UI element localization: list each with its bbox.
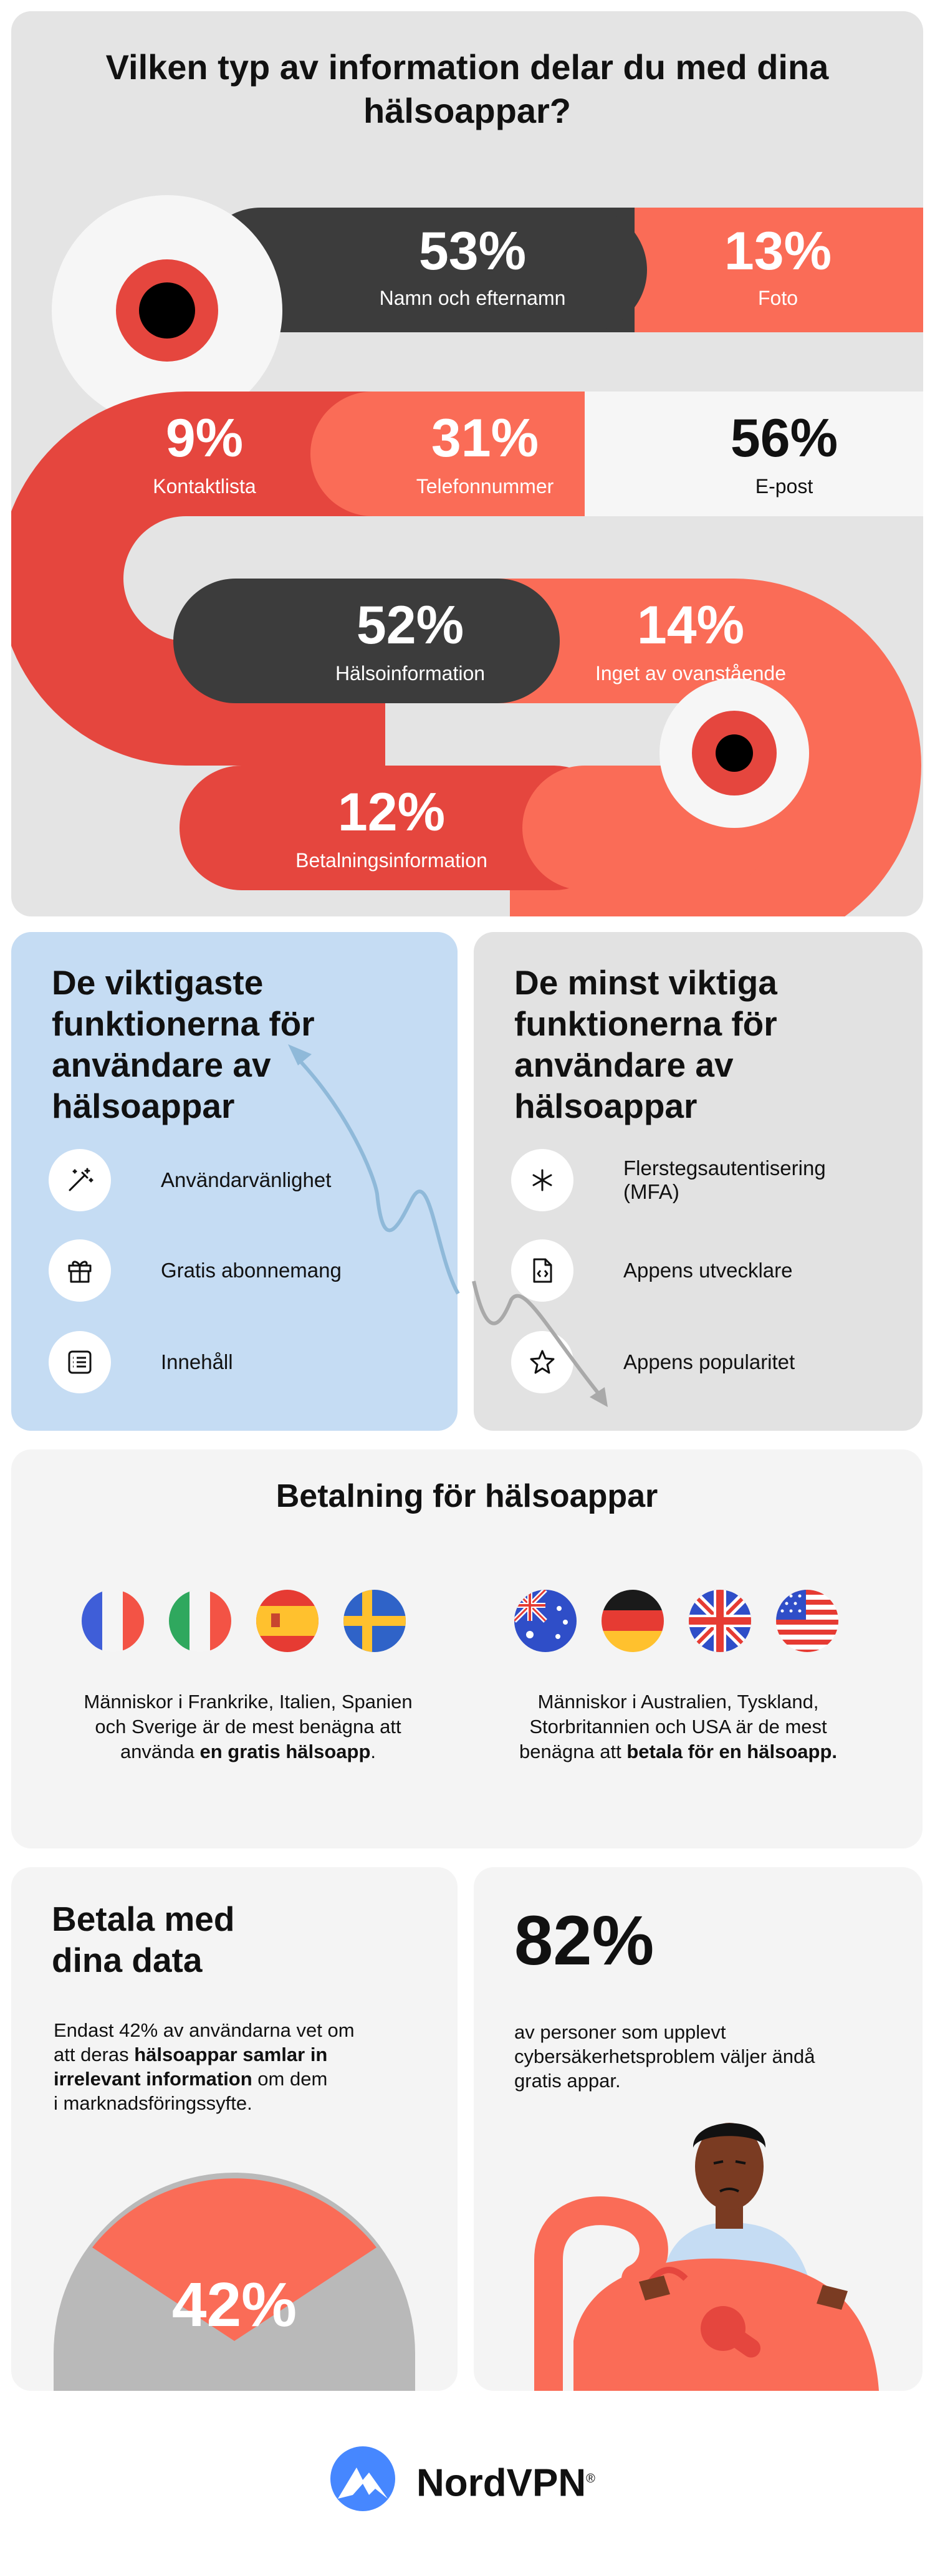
feature-label: Gratis abonnemang	[161, 1259, 342, 1282]
value-betal: 12%	[337, 782, 446, 842]
flag-italy	[169, 1590, 231, 1652]
most-important-title: De viktigaste funktionerna för användare av hälsoappar	[52, 963, 315, 1125]
flag-uk	[689, 1590, 751, 1652]
feature-label: Appens utvecklare	[623, 1259, 793, 1282]
flag-france	[82, 1590, 144, 1652]
value-epost: 56%	[730, 408, 838, 468]
flag-spain	[256, 1590, 319, 1652]
flag-usa	[776, 1590, 838, 1652]
brand-name: NordVPN®	[416, 2461, 595, 2505]
value-kontakt: 9%	[165, 408, 244, 468]
flag-germany	[602, 1590, 664, 1652]
feature-label: Appens popularitet	[623, 1350, 795, 1373]
value-82: 82%	[514, 1901, 654, 1979]
pay-with-data-card	[11, 1867, 458, 2391]
chart-title: Vilken typ av information delar du med dina hälsoappar?	[105, 47, 829, 130]
stat-82-text: av personer som upplevt cybersäkerhetsproblem väljer ändå gratis appar.	[514, 2021, 815, 2092]
feature-label: Innehåll	[161, 1350, 233, 1373]
value-telefon: 31%	[431, 408, 539, 468]
eye-pupil	[139, 282, 195, 339]
feature-label: Användarvänlighet	[161, 1168, 332, 1191]
value-inget: 14%	[636, 595, 745, 655]
info-shared-card	[11, 11, 923, 916]
trend-arrows-graphic	[0, 932, 935, 1493]
flag-australia	[514, 1590, 577, 1652]
stat-82-card	[474, 1867, 923, 2391]
value-namn: 53%	[418, 221, 527, 281]
pay-with-data-title: Betala med dina data	[52, 1900, 235, 1979]
paid-app-countries-text: Människor i Australien, Tyskland, Storbritannien och USA är de mest benägna att betala för en hälsoapp.	[519, 1691, 837, 1762]
value-foto: 13%	[724, 221, 832, 281]
eye2-pupil	[716, 734, 753, 772]
free-app-countries-text: Människor i Frankrike, Italien, Spanien och Sverige är de mest benägna att använda en gratis hälsoapp.	[84, 1691, 413, 1762]
feature-label: Flerstegsautentisering (MFA)	[623, 1156, 826, 1203]
label-halso: Hälsoinformation	[335, 662, 486, 685]
least-important-title: De minst viktiga funktionerna för användare av hälsoappar	[514, 963, 777, 1125]
value-42: 42%	[171, 2270, 297, 2340]
label-telefon: Telefonnummer	[416, 475, 554, 497]
label-foto: Foto	[757, 287, 798, 309]
label-namn: Namn och efternamn	[379, 287, 566, 309]
brand-logo	[324, 2444, 623, 2512]
envelope-graphic	[11, 2129, 458, 2391]
nordvpn-mountain-icon	[324, 2444, 401, 2512]
payment-card	[11, 1449, 923, 1848]
flag-sweden	[343, 1590, 406, 1652]
pay-with-data-text: Endast 42% av användarna vet om att deras hälsoappar samlar in irrelevant information om dem i marknadsföringssyfte.	[54, 2019, 355, 2114]
label-kontakt: Kontaktlista	[153, 475, 256, 497]
label-inget: Inget av ovanstående	[595, 662, 786, 685]
label-betal: Betalningsinformation	[295, 849, 487, 872]
label-epost: E-post	[755, 475, 813, 497]
value-halso: 52%	[356, 595, 464, 655]
payment-title: Betalning för hälsoappar	[276, 1478, 658, 1514]
person-with-piggy-bank-illustration	[474, 2079, 923, 2391]
